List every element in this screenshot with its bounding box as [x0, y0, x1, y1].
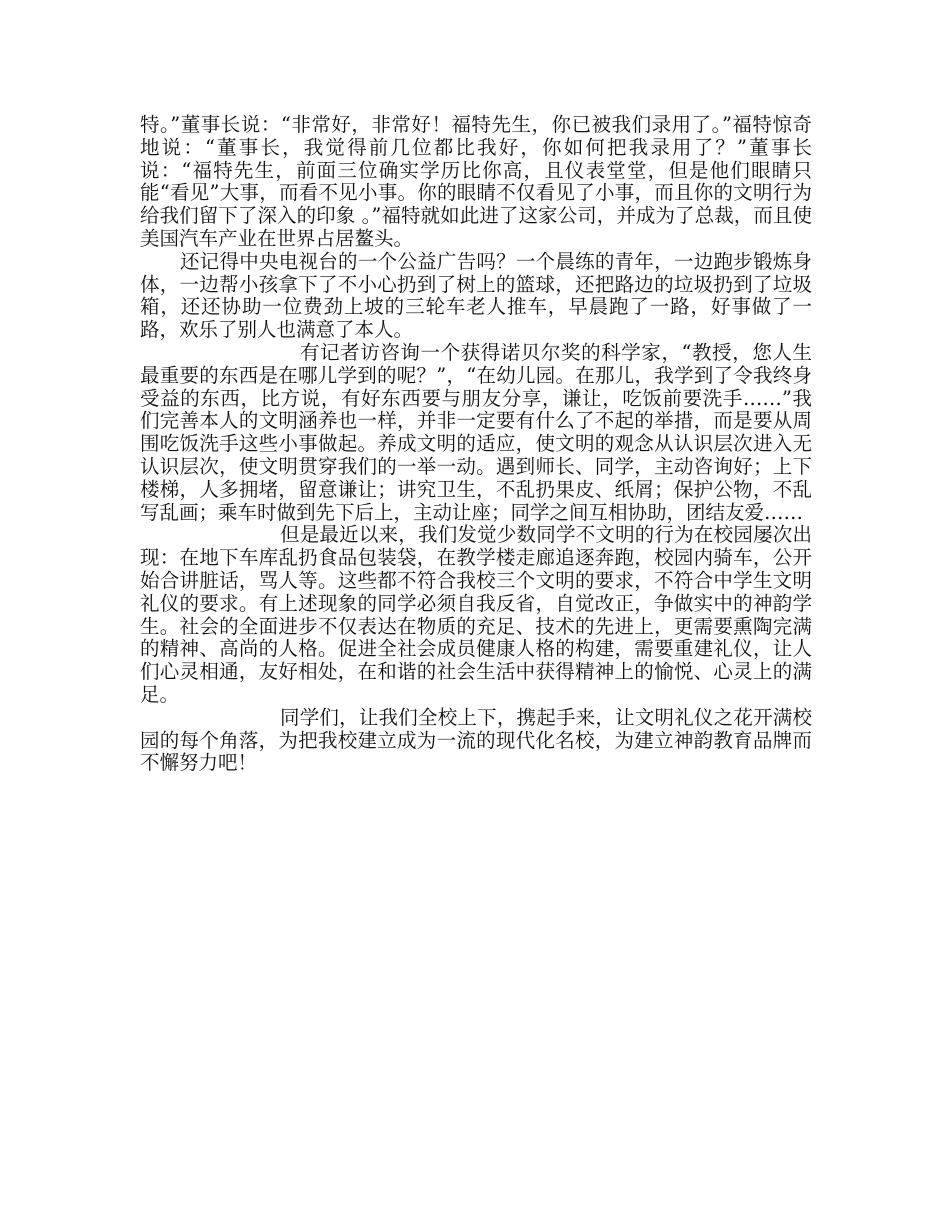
paragraph-cctv-ad: 还记得中央电视台的一个公益广告吗？一个晨练的青年，一边跑步锻炼身体，一边帮小孩拿下了不小心扔到了树上的篮球，还把路边的垃圾扔到了垃圾箱，还还协助一位费劲上坡的三轮车老人推车，早晨跑了一路，好事做了一路，欢乐了别人也满意了本人。: [140, 249, 812, 342]
paragraph-uncivil-behavior: 但是最近以来，我们发觉少数同学不文明的行为在校园屡次出现：在地下车库乱扔食品包装袋，在教学楼走廊追逐奔跑，校园内骑车，公开始合讲脏话，骂人等。这些都不符合我校三个文明的要求，不符合中学生文明礼仪的要求。有上述现象的同学必须自我反省，自觉改正，争做实中的神韵学生。社会的全面进步不仅表达在物质的充足、技术的先进上，更需要熏陶完满的精神、高尚的人格。促进全社会成员健康人格的构建，需要重建礼仪，让人们心灵相通，友好相处，在和谐的社会生活中获得精神上的愉悦、心灵上的满足。: [140, 523, 812, 706]
paragraph-ford-story: 特。”董事长说：“非常好，非常好！福特先生，你已被我们录用了。”福特惊奇地说：“董事长，我觉得前几位都比我好，你如何把我录用了？”董事长说：“福特先生，前面三位确实学历比你高，且仪表堂堂，但是他们眼睛只能“看见”大事，而看不见小事。你的眼睛不仅看见了小事，而且你的文明行为给我们留下了深入的印象 。”福特就如此进了这家公司，并成为了总裁，而且使美国汽车产业在世界占居鳌头。: [140, 113, 812, 250]
paragraph-closing-call: 同学们，让我们全校上下，携起手来，让文明礼仪之花开满校园的每个角落，为把我校建立成为一流的现代化名校，为建立神韵教育品牌而不懈努力吧！: [140, 705, 812, 775]
document-body: [140, 114, 812, 775]
paragraph-nobel-scientist: 有记者访咨询一个获得诺贝尔奖的科学家，“教授，您人生最重要的东西是在哪儿学到的呢？”，“在幼儿园。在那儿，我学到了令我终身受益的东西，比方说，有好东西要与朋友分享，谦让，吃饭前要洗手……”我们完善本人的文明涵养也一样，并非一定要有什么了不起的举措，而是要从周围吃饭洗手这些小事做起。养成文明的适应，使文明的观念从认识层次进入无认识层次，使文明贯穿我们的一举一动。遇到师长、同学，主动咨询好；上下楼梯，人多拥堵，留意谦让；讲究卫生，不乱扔果皮、纸屑；保护公物，不乱写乱画；乘车时做到先下后上，主动让座；同学之间互相协助，团结友爱……: [140, 340, 812, 524]
